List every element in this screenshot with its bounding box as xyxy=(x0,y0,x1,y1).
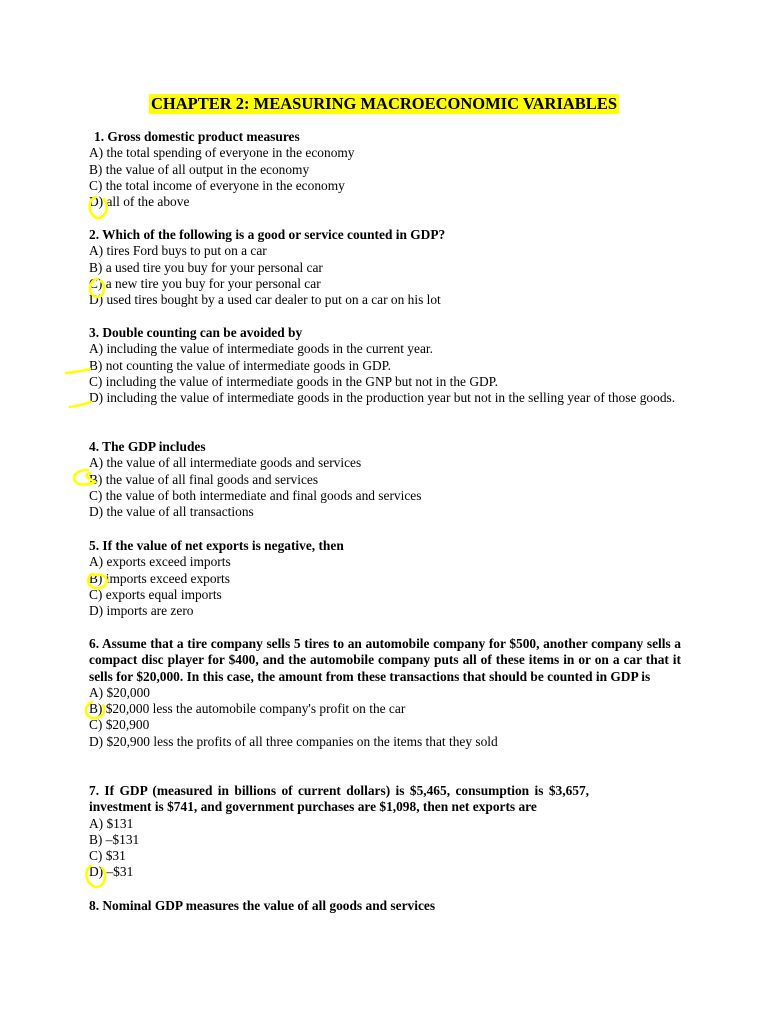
question-2 xyxy=(89,227,681,308)
answer-option-c: C) $31 xyxy=(89,848,126,864)
question-1 xyxy=(89,129,681,210)
answer-option-b: B) the value of all final goods and services xyxy=(89,471,319,487)
question-6 xyxy=(89,636,681,750)
question-4 xyxy=(89,439,681,520)
answer-option-c: C) a new tire you buy for your personal car xyxy=(89,275,321,291)
answer-option-c: C) the value of both intermediate and final goods and services xyxy=(89,487,422,503)
answer-option-d: D) used tires bought by a used car dealer to put on a car on his lot xyxy=(89,292,441,308)
answer-option-d: D) all of the above xyxy=(89,194,190,210)
answer-option-c: C) including the value of intermediate goods in the GNP but not in the GDP. xyxy=(89,373,498,389)
chapter-title: CHAPTER 2: MEASURING MACROECONOMIC VARIABLES xyxy=(150,94,617,113)
question-stem: 1. Gross domestic product measures xyxy=(94,129,300,144)
answer-option-c: C) $20,900 xyxy=(89,717,150,733)
answer-option-d: D) imports are zero xyxy=(89,603,194,619)
answer-option-a: A) $131 xyxy=(89,815,134,831)
answer-option-a: A) tires Ford buys to put on a car xyxy=(89,243,267,259)
question-5 xyxy=(89,538,681,619)
answer-option-d: D) $20,900 less the profits of all three companies on the items that they sold xyxy=(89,733,498,749)
question-stem: 8. Nominal GDP measures the value of all goods and services xyxy=(89,898,436,913)
question-3 xyxy=(89,325,681,406)
dash-mark-q3-d xyxy=(70,402,91,407)
answer-option-c: C) exports equal imports xyxy=(89,586,222,602)
answer-option-a: A) exports exceed imports xyxy=(89,554,231,570)
answer-option-d: D) including the value of intermediate goods in the production year but not in the selling year of those goods. xyxy=(89,390,676,406)
dash-mark-q3-b xyxy=(66,369,90,373)
answer-option-b: B) not counting the value of intermediate goods in GDP. xyxy=(89,357,391,373)
answer-option-b: B) –$131 xyxy=(89,831,140,847)
question-stem: 2. Which of the following is a good or service counted in GDP? xyxy=(89,227,446,242)
title-container xyxy=(0,94,768,114)
answer-option-b: B) $20,000 less the automobile company's profit on the car xyxy=(89,701,406,717)
answer-option-a: A) including the value of intermediate goods in the current year. xyxy=(89,341,433,357)
question-stem: 5. If the value of net exports is negative, then xyxy=(89,538,344,553)
question-stem: 3. Double counting can be avoided by xyxy=(89,325,303,340)
answer-option-a: A) the total spending of everyone in the economy xyxy=(89,145,355,161)
answer-option-d: D) –$31 xyxy=(89,864,134,880)
question-7 xyxy=(89,783,681,881)
answer-option-b: B) a used tire you buy for your personal car xyxy=(89,259,323,275)
answer-option-c: C) the total income of everyone in the economy xyxy=(89,177,345,193)
answer-option-a: A) $20,000 xyxy=(89,684,150,700)
answer-option-a: A) the value of all intermediate goods and services xyxy=(89,455,362,471)
answer-option-b: B) the value of all output in the economy xyxy=(89,161,310,177)
answer-option-b: B) imports exceed exports xyxy=(89,570,230,586)
answer-option-d: D) the value of all transactions xyxy=(89,504,254,520)
question-8 xyxy=(89,898,681,914)
question-stem: 7. If GDP (measured in billions of current dollars) is $5,465, consumption is $3,657, investment is $741, and government purchases are $1,098, then net exports are xyxy=(89,783,589,815)
question-stem: 4. The GDP includes xyxy=(89,439,206,454)
question-stem: 6. Assume that a tire company sells 5 tires to an automobile company for $500, another company sells a compact disc player for $400, and the automobile company puts all of these items in or on a car that it sells for $20,000. In this case, the amount from these transactions that should be counted in GDP is xyxy=(89,636,681,684)
